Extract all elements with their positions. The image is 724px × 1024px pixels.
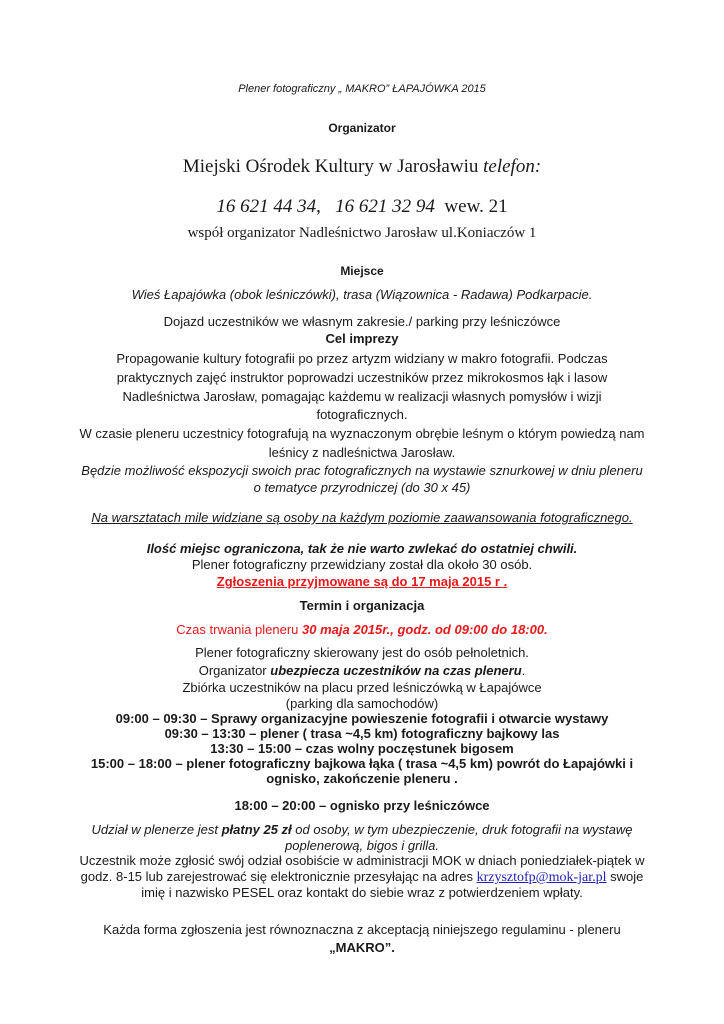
goal-heading: Cel imprezy xyxy=(325,331,399,346)
registration-line-3: imię i nazwisko PESEL oraz kontakt do siebie wraz z potwierdzeniem wpłaty. xyxy=(141,885,583,900)
insurance-suffix: . xyxy=(521,663,526,678)
registration-suffix: swoje xyxy=(606,869,644,884)
organizer-line xyxy=(0,156,724,178)
duration-line xyxy=(0,622,724,637)
closing-makro: „MAKRO”. xyxy=(329,940,395,955)
registration-deadline: Zgłoszenia przyjmowane są do 17 maja 2015 r . xyxy=(216,574,508,589)
goal-line: leśnicy z nadleśnictwa Jarosław. xyxy=(268,445,456,460)
goal-line: Nadleśnictwa Jarosław, pomagając każdemu w realizacji własnych pomysłów i wizji xyxy=(122,389,602,404)
event-title: Plener fotograficzny „ MAKRO” ŁAPAJÓWKA 2015 xyxy=(238,83,486,95)
phone-2: 16 621 32 94 xyxy=(335,196,435,217)
schedule-item: ognisko, zakończenie pleneru . xyxy=(266,771,458,786)
place-location: Wieś Łapajówka (obok leśniczówki), trasa (Wiązownica - Radawa) Podkarpacie. xyxy=(131,287,593,302)
schedule-heading: Termin i organizacja xyxy=(299,598,425,613)
registration-prefix: godz. 8-15 lub zarejestrować się elektronicznie przesyłając na adres xyxy=(80,869,477,884)
welcome-note: Na warsztatach mile widziane są osoby na każdym poziomie zaawansowania fotograficznego. xyxy=(91,510,633,525)
capacity: Plener fotograficzny przewidziany został dla około 30 osób. xyxy=(191,557,533,572)
insurance-value: ubezpiecza uczestników na czas pleneru xyxy=(270,663,522,678)
fee-prefix: Udział w plenerze jest xyxy=(91,822,222,837)
closing-line: Każda forma zgłoszenia jest równoznaczna z akceptacją niniejszego regulaminu - pleneru xyxy=(103,922,621,937)
phone-line xyxy=(0,196,724,218)
email-link[interactable]: krzysztofp@mok-jar.pl xyxy=(476,870,607,885)
phone-label: telefon: xyxy=(483,156,542,177)
organizer-heading: Organizator xyxy=(328,121,396,135)
goal-line: praktycznych zajęć instruktor poprowadzi uczestników przez mikrokosmos łąk i lasow xyxy=(116,370,608,385)
evening-bonfire: 18:00 – 20:00 – ognisko przy leśniczówce xyxy=(234,798,490,813)
schedule-item: 09:00 – 09:30 – Sprawy organizacyjne powieszenie fotografii i otwarcie wystawy xyxy=(115,711,609,726)
insurance-prefix: Organizator xyxy=(198,663,271,678)
place-transport: Dojazd uczestników we własnym zakresie./ parking przy leśniczówce xyxy=(163,314,561,329)
goal-line: fotograficznych. xyxy=(316,407,408,422)
insurance-line xyxy=(0,663,724,678)
duration-prefix: Czas trwania pleneru xyxy=(176,622,303,637)
place-heading: Miejsce xyxy=(340,264,384,278)
fee-line-2: poplenerową, bigos i grilla. xyxy=(285,838,439,853)
phone-extension: wew. 21 xyxy=(444,196,508,217)
duration-value: 30 maja 2015r., godz. od 09:00 do 18:00. xyxy=(302,622,548,637)
phone-1: 16 621 44 34 xyxy=(216,196,317,217)
co-organizer: współ organizator Nadleśnictwo Jarosław ul.Koniaczów 1 xyxy=(187,225,537,241)
schedule-item: 13:30 – 15:00 – czas wolny poczęstunek bigosem xyxy=(210,741,514,756)
registration-line: Uczestnik może zgłosić swój odział osobiście w administracji MOK w dniach poniedziałek-piątek w xyxy=(79,853,645,868)
gathering: Zbiórka uczestników na placu przed leśniczówką w Łapajówce xyxy=(182,680,542,695)
registration-line-2 xyxy=(0,869,724,886)
phone-separator: , xyxy=(316,196,321,217)
fee-amount: płatny 25 zł xyxy=(221,822,292,837)
limited-places: Ilość miejsc ograniczona, tak że nie warto zwlekać do ostatniej chwili. xyxy=(146,541,578,556)
schedule-item: 15:00 – 18:00 – plener fotograficzny bajkowa łąka ( trasa ~4,5 km) powrót do Łapajówki i xyxy=(90,756,634,771)
adults-only: Plener fotograficzny skierowany jest do osób pełnoletnich. xyxy=(195,645,529,660)
parking-note: (parking dla samochodów) xyxy=(285,696,439,711)
goal-line: Propagowanie kultury fotografii po przez artyzm widziany w makro fotografii. Podczas xyxy=(116,351,608,366)
fee-line xyxy=(0,822,724,837)
exhibition-line: o tematyce przyrodniczej (do 30 x 45) xyxy=(253,480,471,495)
schedule-item: 09:30 – 13:30 – plener ( trasa ~4,5 km) fotograficzny bajkowy las xyxy=(164,726,560,741)
fee-suffix: od osoby, w tym ubezpieczenie, druk fotografii na wystawę xyxy=(291,822,633,837)
goal-line: W czasie pleneru uczestnicy fotografują na wyznaczonym obrębie leśnym o którym powiedzą nam xyxy=(79,426,645,441)
exhibition-line: Będzie możliwość ekspozycji swoich prac fotograficznych na wystawie sznurkowej w dniu pleneru xyxy=(81,463,643,478)
organizer-name: Miejski Ośrodek Kultury w Jarosławiu xyxy=(182,156,479,177)
